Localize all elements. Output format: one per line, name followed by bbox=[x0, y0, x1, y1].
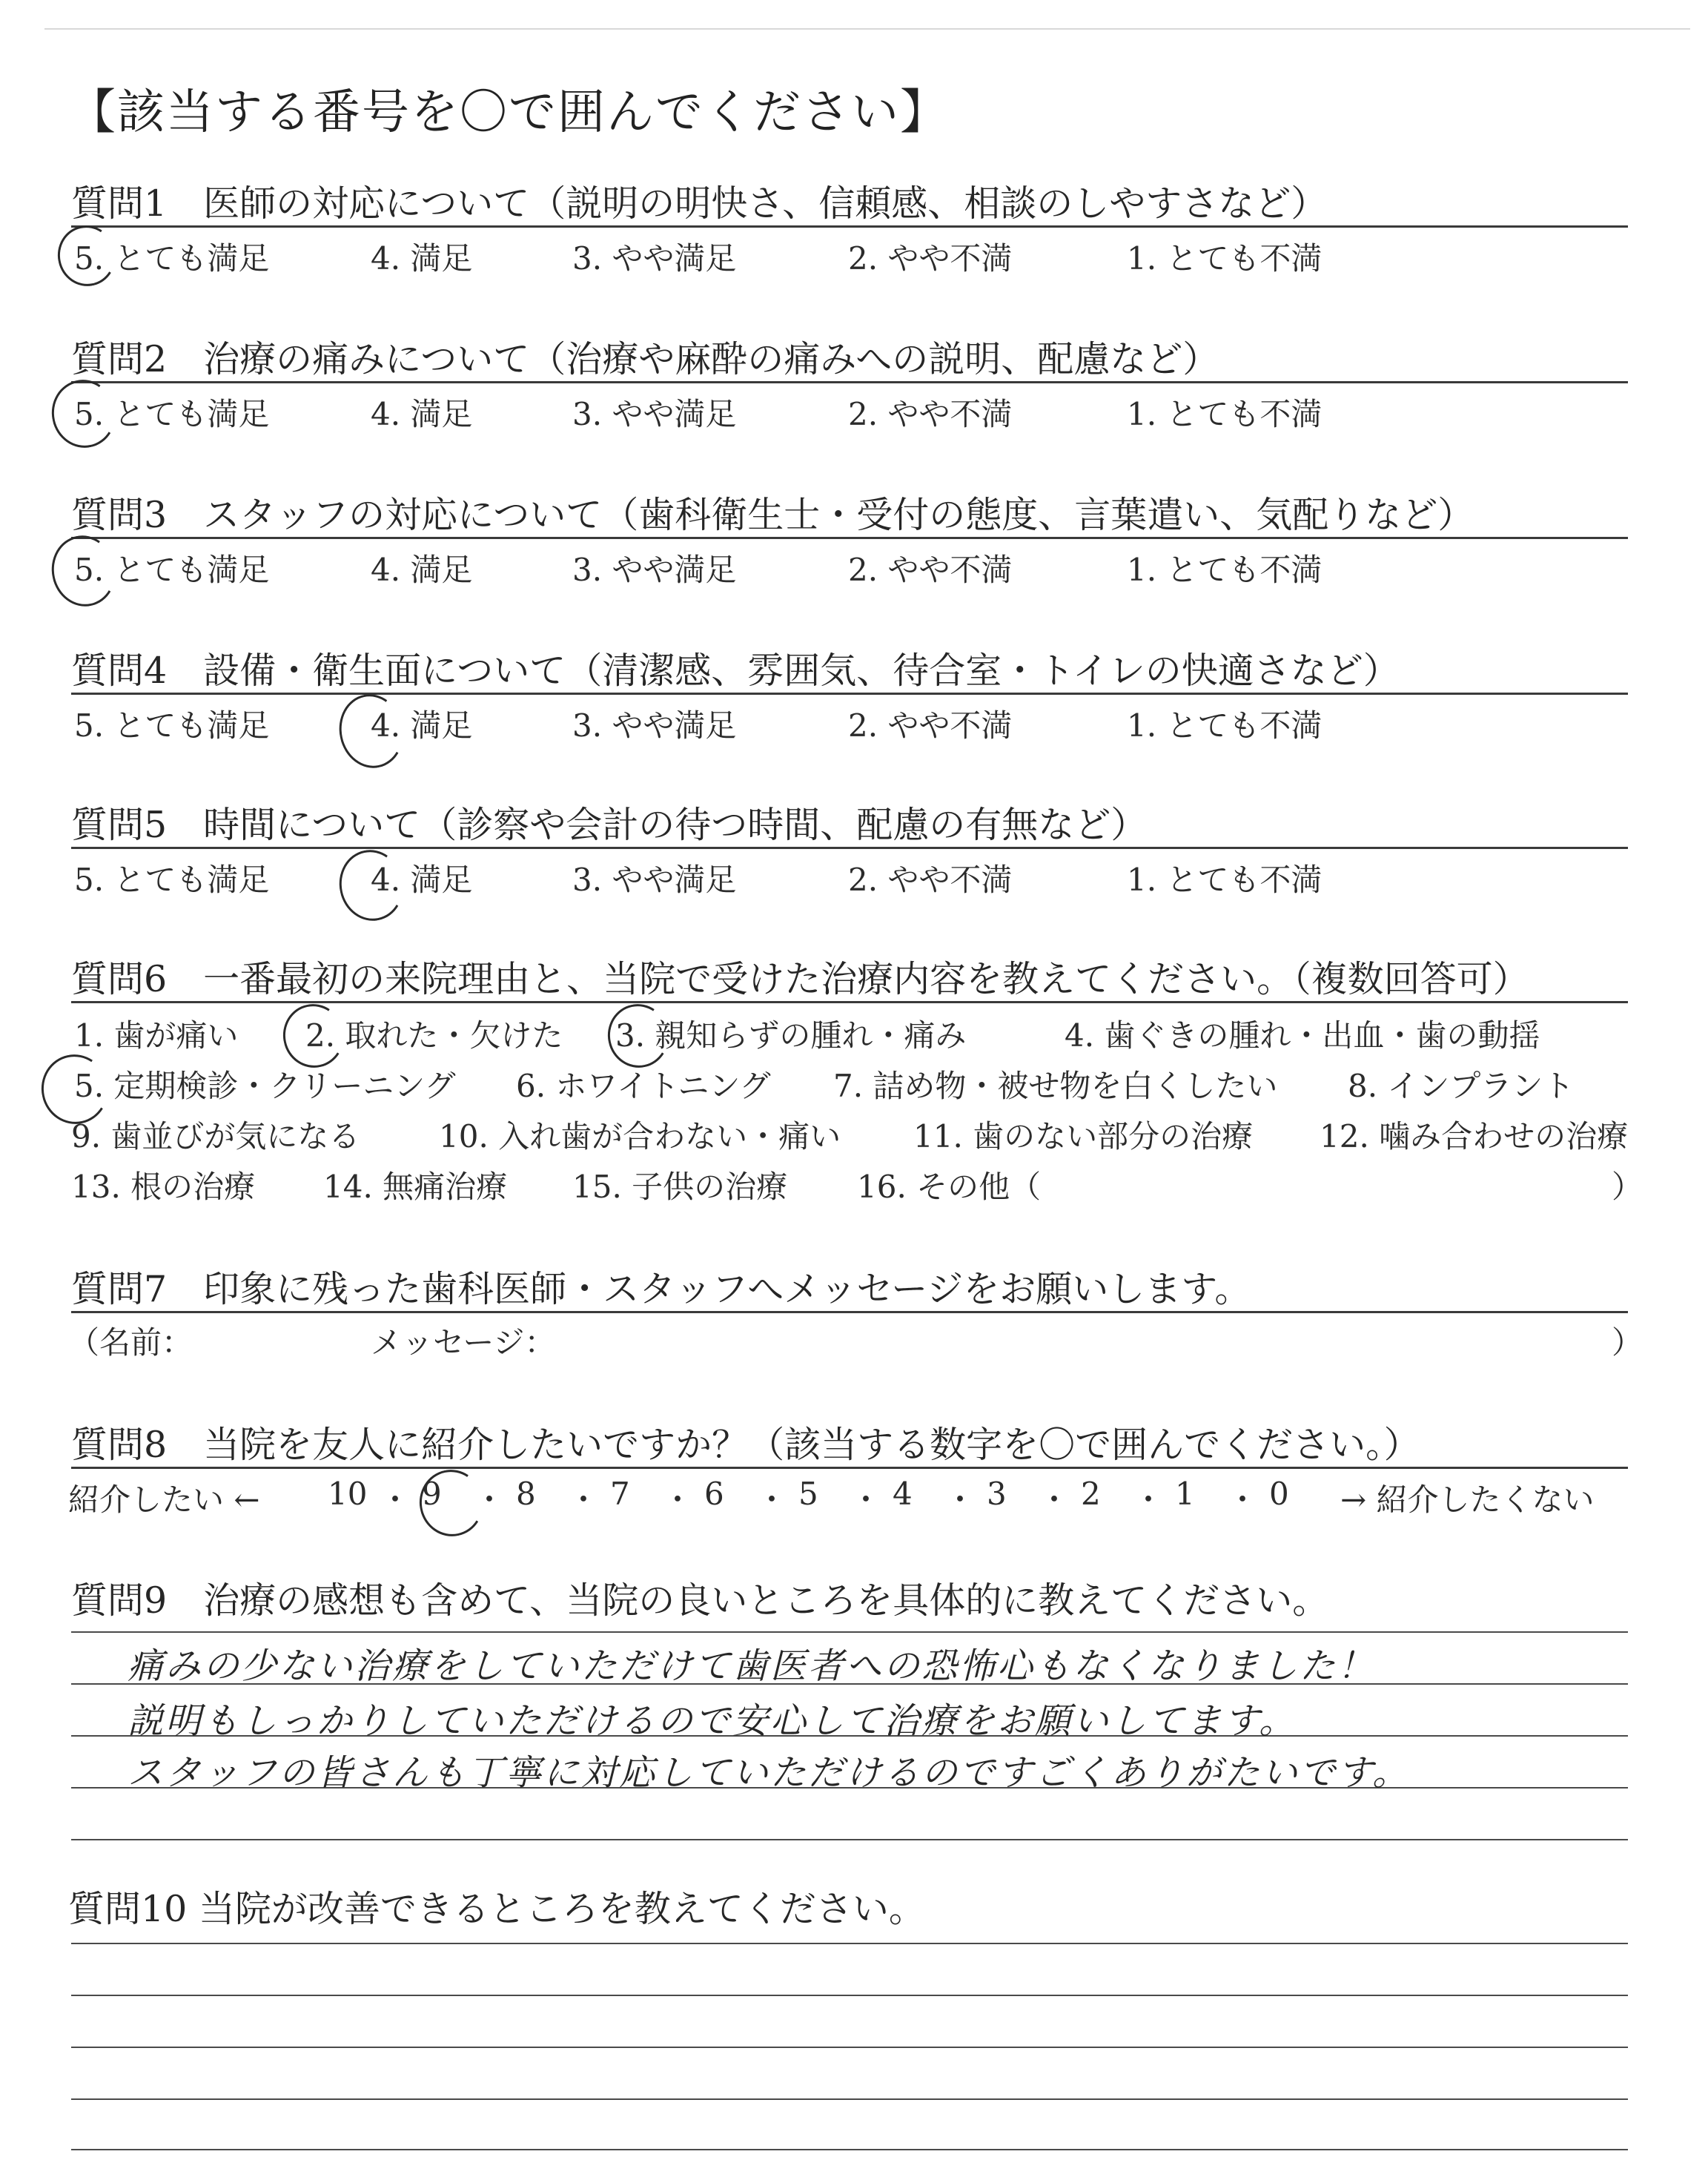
q3-option-1[interactable]: 1. とても不満 bbox=[1127, 552, 1323, 588]
top-border bbox=[44, 28, 1690, 30]
q3-option-2[interactable]: 2. やや不満 bbox=[848, 552, 1013, 588]
q3-rule bbox=[71, 537, 1628, 539]
q8-scale-6[interactable]: 6 bbox=[704, 1476, 724, 1512]
q8-scale-1[interactable]: 1 bbox=[1175, 1476, 1195, 1512]
q6-option-10[interactable]: 10. 入れ歯が合わない・痛い bbox=[439, 1118, 841, 1155]
q10-line-5 bbox=[71, 2149, 1628, 2150]
q6-option-14[interactable]: 14. 無痛治療 bbox=[323, 1169, 508, 1205]
q6-option-3[interactable]: 3. 親知らずの腫れ・痛み bbox=[615, 1017, 967, 1054]
q8-scale-5[interactable]: 5 bbox=[798, 1476, 818, 1512]
q7-name-label: （名前： bbox=[68, 1324, 193, 1361]
q5-rule bbox=[71, 847, 1628, 849]
q4-option-5[interactable]: 5. とても満足 bbox=[74, 707, 270, 744]
q8-scale-4[interactable]: 4 bbox=[893, 1476, 913, 1512]
q8-scale-separator: ・ bbox=[380, 1482, 411, 1518]
q6-option-6[interactable]: 6. ホワイトニング bbox=[516, 1068, 771, 1104]
q2-title: 質問2 治療の痛みについて（治療や麻酔の痛みへの説明、配慮など） bbox=[71, 338, 1219, 380]
q1-option-4[interactable]: 4. 満足 bbox=[371, 240, 473, 277]
q9-title: 質問9 治療の感想も含めて、当院の良いところを具体的に教えてください。 bbox=[71, 1579, 1329, 1622]
q3-title: 質問3 スタッフの対応について（歯科衛生士・受付の態度、言葉遣い、気配りなど） bbox=[71, 494, 1474, 536]
q6-option-8[interactable]: 8. インプラント bbox=[1348, 1068, 1575, 1104]
q10-title: 質問10 当院が改善できるところを教えてください。 bbox=[68, 1888, 925, 1930]
q1-title: 質問1 医師の対応について（説明の明快さ、信頼感、相談のしやすさなど） bbox=[71, 182, 1328, 225]
q8-title: 質問8 当院を友人に紹介したいですか？（該当する数字を〇で囲んでください。） bbox=[71, 1424, 1420, 1466]
q8-rule bbox=[71, 1467, 1628, 1469]
q8-scale-3[interactable]: 3 bbox=[987, 1476, 1007, 1512]
q2-option-3[interactable]: 3. やや満足 bbox=[572, 396, 737, 432]
q6-option-13[interactable]: 13. 根の治療 bbox=[71, 1169, 256, 1205]
q1-option-5[interactable]: 5. とても満足 bbox=[74, 240, 270, 277]
q1-option-3[interactable]: 3. やや満足 bbox=[572, 240, 737, 277]
q8-scale-separator: ・ bbox=[1227, 1482, 1259, 1518]
q2-rule bbox=[71, 381, 1628, 383]
q2-option-5[interactable]: 5. とても満足 bbox=[74, 396, 270, 432]
q6-other-close: ） bbox=[1612, 1169, 1644, 1205]
q8-left-label: 紹介したい ← bbox=[68, 1482, 260, 1518]
q8-scale-0[interactable]: 0 bbox=[1269, 1476, 1289, 1512]
q8-scale-7[interactable]: 7 bbox=[610, 1476, 630, 1512]
q3-option-3[interactable]: 3. やや満足 bbox=[572, 552, 737, 588]
q6-rule bbox=[71, 1001, 1628, 1003]
q10-line-3 bbox=[71, 2047, 1628, 2048]
q5-option-5[interactable]: 5. とても満足 bbox=[74, 862, 270, 898]
q8-scale-9[interactable]: 9 bbox=[422, 1476, 442, 1512]
q4-option-4[interactable]: 4. 満足 bbox=[371, 707, 473, 744]
q8-scale-separator: ・ bbox=[1039, 1482, 1070, 1518]
q2-option-1[interactable]: 1. とても不満 bbox=[1127, 396, 1323, 432]
q8-scale-8[interactable]: 8 bbox=[516, 1476, 536, 1512]
q8-scale-separator: ・ bbox=[568, 1482, 600, 1518]
q7-title: 質問7 印象に残った歯科医師・スタッフへメッセージをお願いします。 bbox=[71, 1268, 1251, 1310]
q9-answer-line-3: スタッフの皆さんも丁寧に対応していただけるのですごくありがたいです。 bbox=[128, 1752, 1411, 1794]
q6-option-2[interactable]: 2. 取れた・欠けた bbox=[305, 1017, 563, 1054]
q7-message-label: メッセージ： bbox=[371, 1324, 556, 1361]
q10-line-2 bbox=[71, 1995, 1628, 1996]
q1-selection-circle bbox=[52, 220, 121, 291]
q8-scale-separator: ・ bbox=[944, 1482, 976, 1518]
q6-option-11[interactable]: 11. 歯のない部分の治療 bbox=[913, 1118, 1254, 1155]
q8-scale-separator: ・ bbox=[474, 1482, 506, 1518]
q9-line-1 bbox=[71, 1631, 1628, 1633]
q8-right-label: → 紹介したくない bbox=[1340, 1482, 1595, 1518]
q2-option-2[interactable]: 2. やや不満 bbox=[848, 396, 1013, 432]
q6-title: 質問6 一番最初の来院理由と、当院で受けた治療内容を教えてください。（複数回答可） bbox=[71, 958, 1529, 1000]
q6-option-12[interactable]: 12. 噛み合わせの治療 bbox=[1320, 1118, 1629, 1155]
q5-option-3[interactable]: 3. やや満足 bbox=[572, 862, 737, 898]
q6-option-1[interactable]: 1. 歯が痛い bbox=[74, 1017, 239, 1054]
q6-option-7[interactable]: 7. 詰め物・被せ物を白くしたい bbox=[833, 1068, 1278, 1104]
q9-line-5 bbox=[71, 1839, 1628, 1840]
q1-option-1[interactable]: 1. とても不満 bbox=[1127, 240, 1323, 277]
q6-option-16[interactable]: 16. その他（ bbox=[857, 1169, 1042, 1205]
q9-answer-line-1: 痛みの少ない治療をしていただけて歯医者への恐怖心もなくなりました！ bbox=[128, 1645, 1376, 1687]
q5-option-2[interactable]: 2. やや不満 bbox=[848, 862, 1013, 898]
q4-title: 質問4 設備・衛生面について（清潔感、雰囲気、待合室・トイレの快適さなど） bbox=[71, 650, 1400, 692]
q1-option-2[interactable]: 2. やや不満 bbox=[848, 240, 1013, 277]
q5-title: 質問5 時間について（診察や会計の待つ時間、配慮の有無など） bbox=[71, 804, 1148, 846]
q9-answer-line-2: 説明もしっかりしていただけるので安心して治療をお願いしてます。 bbox=[128, 1700, 1297, 1742]
q10-line-4 bbox=[71, 2098, 1628, 2100]
q3-option-5[interactable]: 5. とても満足 bbox=[74, 552, 270, 588]
q1-rule bbox=[71, 225, 1628, 228]
q2-option-4[interactable]: 4. 満足 bbox=[371, 396, 473, 432]
q4-rule bbox=[71, 693, 1628, 695]
q5-option-1[interactable]: 1. とても不満 bbox=[1127, 862, 1323, 898]
q10-line-1 bbox=[71, 1943, 1628, 1944]
q4-option-1[interactable]: 1. とても不満 bbox=[1127, 707, 1323, 744]
q6-option-9[interactable]: 9. 歯並びが気になる bbox=[71, 1118, 360, 1155]
q8-scale-separator: ・ bbox=[662, 1482, 694, 1518]
q7-rule bbox=[71, 1311, 1628, 1313]
q6-option-15[interactable]: 15. 子供の治療 bbox=[572, 1169, 788, 1205]
q3-option-4[interactable]: 4. 満足 bbox=[371, 552, 473, 588]
q4-option-2[interactable]: 2. やや不満 bbox=[848, 707, 1013, 744]
q7-close: ） bbox=[1612, 1324, 1644, 1361]
q6-option-5[interactable]: 5. 定期検診・クリーニング bbox=[74, 1068, 456, 1104]
q8-scale-2[interactable]: 2 bbox=[1081, 1476, 1101, 1512]
q4-option-3[interactable]: 3. やや満足 bbox=[572, 707, 737, 744]
q8-scale-separator: ・ bbox=[1133, 1482, 1165, 1518]
q8-scale-separator: ・ bbox=[850, 1482, 882, 1518]
q3-selection-circle bbox=[45, 529, 122, 612]
q2-selection-circle bbox=[45, 374, 122, 454]
q8-scale-separator: ・ bbox=[756, 1482, 788, 1518]
q8-scale-10[interactable]: 10 bbox=[328, 1476, 368, 1512]
page-heading: 【該当する番号を〇で囲んでください】 bbox=[68, 85, 949, 140]
q6-option-4[interactable]: 4. 歯ぐきの腫れ・出血・歯の動揺 bbox=[1065, 1017, 1540, 1054]
q5-option-4[interactable]: 4. 満足 bbox=[371, 862, 473, 898]
